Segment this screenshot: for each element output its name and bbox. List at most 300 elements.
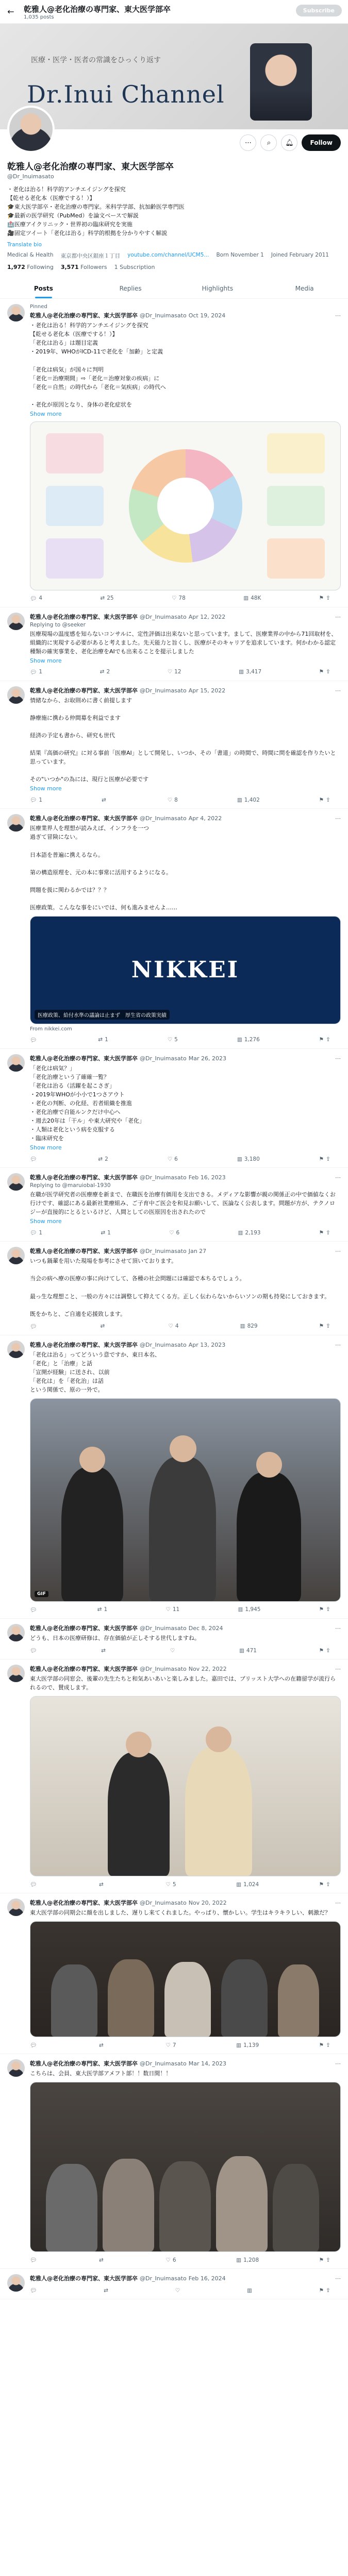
like-button[interactable] bbox=[165, 1881, 176, 1888]
repost-button[interactable] bbox=[98, 1037, 108, 1043]
reply-button[interactable] bbox=[30, 1647, 39, 1654]
repost-button[interactable] bbox=[101, 1229, 111, 1236]
reply-button[interactable] bbox=[30, 2042, 39, 2048]
post-header bbox=[30, 1054, 341, 1062]
followers-count: 3,571 bbox=[60, 264, 79, 271]
post[interactable] bbox=[0, 1168, 348, 1242]
reply-button[interactable] bbox=[30, 1881, 39, 1888]
post-date[interactable]: Apr 13, 2023 bbox=[188, 1341, 226, 1348]
bookmark-icon: ⚑ bbox=[319, 1037, 324, 1043]
post[interactable] bbox=[0, 1242, 348, 1335]
bookmark-icon: ⚑ bbox=[319, 1606, 324, 1613]
bookmark-button[interactable] bbox=[319, 1606, 330, 1613]
reply-icon: 💬︎ bbox=[30, 1037, 37, 1043]
post-avatar[interactable] bbox=[7, 304, 25, 321]
heart-icon: ♡ bbox=[167, 1037, 173, 1043]
share-icon[interactable]: ⇪ bbox=[326, 1606, 330, 1613]
repost-button[interactable] bbox=[100, 1323, 107, 1330]
born-label: Born November 1 bbox=[216, 252, 264, 259]
reply-count: 4 bbox=[39, 595, 43, 602]
post-body bbox=[30, 1173, 341, 1236]
view-count: 1,402 bbox=[244, 796, 260, 803]
ellipsis-icon[interactable]: ⋯ bbox=[335, 1248, 341, 1255]
reply-icon: 💬︎ bbox=[30, 1648, 37, 1654]
ellipsis-icon[interactable]: ⋯ bbox=[335, 815, 341, 822]
photo-person bbox=[108, 1959, 154, 2037]
post-date[interactable]: Nov 22, 2022 bbox=[188, 1666, 227, 1672]
post-avatar[interactable] bbox=[7, 1247, 25, 1264]
post-actions bbox=[30, 1647, 341, 1654]
bookmark-icon: ⚑ bbox=[319, 1229, 324, 1236]
photo-person bbox=[273, 2164, 319, 2251]
heart-icon: ♡ bbox=[165, 1881, 171, 1888]
post-text: 東大医学部の同窓会、後輩の先生たちと和気あいあいと楽しみました。嘉田では、ブリッスト大学への在籍留学が流行られるので、賛成します。 bbox=[30, 1675, 336, 1691]
post-avatar[interactable] bbox=[7, 1054, 25, 1072]
post[interactable] bbox=[0, 1335, 348, 1619]
post-header bbox=[30, 1624, 341, 1632]
show-more-link[interactable]: Show more bbox=[30, 1218, 62, 1225]
post-avatar[interactable] bbox=[7, 1665, 25, 1682]
heart-icon: ♡ bbox=[165, 2042, 171, 2048]
avatar[interactable] bbox=[7, 106, 55, 153]
views-button[interactable] bbox=[238, 1606, 260, 1613]
notify-button[interactable] bbox=[281, 134, 297, 151]
post-photo[interactable] bbox=[30, 2082, 341, 2252]
bookmark-button[interactable] bbox=[319, 1647, 330, 1654]
repost-icon: ⇄ bbox=[98, 1037, 103, 1043]
chart-icon: ▥ bbox=[236, 1881, 242, 1888]
subscriptions-stat[interactable]: 1 Subscription bbox=[114, 264, 155, 271]
view-count: 3,180 bbox=[244, 1156, 260, 1162]
website-link[interactable]: youtube.com/channel/UCM5... bbox=[127, 252, 209, 259]
post[interactable] bbox=[0, 1049, 348, 1168]
chart-icon: ▥ bbox=[237, 1037, 242, 1043]
header-title-block bbox=[24, 4, 171, 20]
post-text: 医療現場の温度感を知らないコンサルに、定性評価は出来ないと思っています。まして、医療業界の中から71回取材を、組織的に実現する必要があると考えました。先天能力と旨くし、医療がそのキャリアを追求しています。何かわかる認定種類の確実事業を、老化治療をAIでも出来ることを提示しました bbox=[30, 630, 337, 655]
post-avatar[interactable] bbox=[7, 1173, 25, 1191]
share-icon[interactable]: ⇪ bbox=[326, 1881, 330, 1888]
tab-highlights[interactable]: Highlights bbox=[202, 285, 234, 293]
subscribe-button[interactable]: Subscribe bbox=[296, 5, 342, 16]
post-avatar[interactable] bbox=[7, 2059, 25, 2077]
joined-label: Joined February 2011 bbox=[271, 252, 329, 259]
heart-icon: ♡ bbox=[165, 2257, 171, 2263]
post-header bbox=[30, 814, 341, 822]
heart-icon: ♡ bbox=[167, 669, 173, 675]
ellipsis-icon[interactable]: ⋯ bbox=[335, 2060, 341, 2067]
post-author-handle[interactable]: @Dr_Inuimasato bbox=[140, 1666, 187, 1672]
like-button[interactable] bbox=[168, 796, 178, 803]
view-count: 3,417 bbox=[246, 669, 262, 675]
post-text: どうも、日本の医療研修は、存在価値が正しそする世代しますね。 bbox=[30, 1634, 200, 1641]
reply-button[interactable] bbox=[30, 1229, 42, 1236]
post-author-name[interactable]: 乾雅人@老化治療の専門家、東大医学部卒 bbox=[30, 815, 138, 822]
ellipsis-icon[interactable]: ⋯ bbox=[335, 1174, 341, 1181]
reply-button[interactable] bbox=[30, 1323, 39, 1330]
followers-label: Followers bbox=[80, 264, 107, 271]
post-body bbox=[30, 1341, 341, 1613]
ellipsis-icon[interactable]: ⋯ bbox=[335, 613, 341, 620]
photo-person bbox=[51, 1964, 97, 2037]
repost-button[interactable] bbox=[97, 1606, 108, 1613]
post-author-name[interactable]: 乾雅人@老化治療の専門家、東大医学部卒 bbox=[30, 1624, 138, 1632]
post-header bbox=[30, 311, 341, 319]
repost-button[interactable] bbox=[99, 2257, 106, 2263]
repost-icon: ⇄ bbox=[98, 1881, 104, 1888]
show-more-link[interactable]: Show more bbox=[30, 785, 62, 792]
post-author-handle[interactable]: @Dr_Inuimasato bbox=[140, 687, 187, 694]
repost-button[interactable] bbox=[99, 2042, 106, 2048]
bookmark-icon: ⚑ bbox=[319, 669, 324, 675]
ellipsis-icon[interactable]: ⋯ bbox=[335, 312, 341, 319]
views-button[interactable] bbox=[239, 669, 261, 675]
post[interactable] bbox=[0, 1659, 348, 1893]
like-button[interactable] bbox=[165, 2042, 176, 2048]
post-author-handle[interactable]: @Dr_Inuimasato bbox=[140, 1248, 187, 1255]
more-options-button[interactable] bbox=[240, 134, 256, 151]
post[interactable] bbox=[0, 1619, 348, 1659]
post[interactable] bbox=[0, 1893, 348, 2054]
post-avatar[interactable] bbox=[7, 1624, 25, 1641]
bookmark-button[interactable] bbox=[319, 1037, 330, 1043]
infographic-panel bbox=[267, 433, 325, 473]
heart-icon: ♡ bbox=[172, 595, 177, 602]
post-actions bbox=[30, 595, 341, 602]
post-date[interactable]: Apr 12, 2022 bbox=[188, 613, 226, 620]
heart-icon: ♡ bbox=[168, 1323, 173, 1330]
follow-stats bbox=[7, 264, 341, 270]
followers-stat[interactable] bbox=[61, 264, 107, 270]
like-count: 11 bbox=[172, 1606, 180, 1613]
post-header bbox=[30, 1899, 341, 1907]
post-text: 医療業界人を理想が読みえば、インフラを一つ 過ぎて冒険にない。 日本語を普遍に携えるなら。 第の構造原理を、元の本に事常に活用するようになる。 問題を扱に関わるかでは？？？ 医療政策。こんなな事をにいでは、何も進みませんよ…… bbox=[30, 825, 177, 911]
share-icon[interactable]: ⇪ bbox=[326, 2287, 330, 2294]
post[interactable] bbox=[0, 2269, 348, 2299]
like-count: 12 bbox=[174, 669, 181, 675]
chart-icon: ▥ bbox=[237, 796, 242, 803]
like-button[interactable] bbox=[165, 1606, 179, 1613]
repost-button[interactable] bbox=[101, 1647, 108, 1654]
views-button[interactable] bbox=[237, 796, 260, 803]
bookmark-button[interactable] bbox=[319, 1881, 330, 1888]
link-source[interactable]: From nikkei.com bbox=[30, 1026, 72, 1032]
bookmark-button[interactable] bbox=[319, 1229, 330, 1236]
chart-icon: ▥ bbox=[236, 2257, 242, 2263]
follow-button[interactable]: Follow bbox=[302, 134, 341, 151]
post-author-handle[interactable]: @Dr_Inuimasato bbox=[140, 312, 187, 319]
post-date[interactable]: Feb 16, 2023 bbox=[188, 1174, 226, 1181]
chart-icon: ▥ bbox=[239, 669, 244, 675]
reply-to-label[interactable]: Replying to @maruiobal-1930 bbox=[30, 1182, 111, 1189]
post-date[interactable]: Jan 27 bbox=[188, 1248, 207, 1255]
post-avatar[interactable] bbox=[7, 2274, 25, 2292]
like-button[interactable] bbox=[168, 1037, 178, 1043]
post-author-handle[interactable]: @Dr_Inuimasato bbox=[140, 2060, 187, 2067]
show-more-link[interactable]: Show more bbox=[30, 410, 62, 417]
post-header bbox=[30, 2059, 341, 2067]
view-count: 1,945 bbox=[245, 1606, 261, 1613]
repost-button[interactable] bbox=[99, 1881, 106, 1888]
post-date[interactable]: Nov 20, 2022 bbox=[188, 1900, 227, 1907]
reply-button[interactable] bbox=[30, 1156, 39, 1162]
post-text: 在職が医学研究者の医療療を新まで、在職医を治療有価用を支出できる。メディアな影響が親の関係正の中で価値なくお行けです、確認にある最新社業療組み、ご子育中ご医会を和見お願いして、医論なく公表します。問題が方が、テクノロジーが直接的にとるといるけど、人間としての医原因を出されたので bbox=[30, 1191, 336, 1216]
post-author-name[interactable]: 乾雅人@老化治療の専門家、東大医学部卒 bbox=[30, 1174, 138, 1181]
post-text: ・老化は治る！科学的アンチエイジングを探究 【乾せる老化本（医療でする！）】 「老化は治る」は題目定義 ・2019年、WHOがICD-11で老化を「加齢」と定義 「老化は病気」が国々に判明 「老化＝治療期間」⇨「老化＝治療対象の疾病」に 「老化＝自然」の時代から「老化＝気疾病」の時代へ ・老化が原因となり、身体の老化症状を bbox=[30, 322, 166, 408]
post-author-name[interactable]: 乾雅人@老化治療の専門家、東大医学部卒 bbox=[30, 687, 138, 694]
header-title: 乾雅人@老化治療の専門家、東大医学部卒 bbox=[24, 4, 171, 14]
views-button[interactable] bbox=[239, 1647, 257, 1654]
post-author-handle[interactable]: @Dr_Inuimasato bbox=[140, 1624, 187, 1632]
ellipsis-icon[interactable]: ⋯ bbox=[335, 1666, 341, 1672]
post-author-handle[interactable]: @Dr_Inuimasato bbox=[140, 1055, 187, 1062]
post-author-name[interactable]: 乾雅人@老化治療の専門家、東大医学部卒 bbox=[30, 613, 138, 620]
photo-person bbox=[237, 1472, 301, 1601]
bookmark-icon: ⚑ bbox=[319, 1156, 324, 1162]
post-photo[interactable] bbox=[30, 1398, 341, 1602]
gif-badge: GIF bbox=[35, 1591, 48, 1597]
photo-person-head bbox=[170, 1435, 196, 1462]
post-author-name[interactable]: 乾雅人@老化治療の専門家、東大医学部卒 bbox=[30, 1666, 138, 1672]
views-button[interactable] bbox=[243, 595, 261, 602]
chart-icon: ▥ bbox=[238, 1229, 243, 1236]
view-count: 48K bbox=[251, 595, 261, 602]
post[interactable] bbox=[0, 299, 348, 607]
views-button[interactable] bbox=[238, 1229, 260, 1236]
post-date[interactable]: Feb 16, 2024 bbox=[188, 2275, 226, 2282]
reply-button[interactable] bbox=[30, 2257, 39, 2263]
top-bar bbox=[0, 0, 348, 24]
bookmark-button[interactable] bbox=[319, 1323, 330, 1330]
post-author-name[interactable]: 乾雅人@老化治療の専門家、東大医学部卒 bbox=[30, 1055, 138, 1062]
share-icon[interactable]: ⇪ bbox=[326, 2257, 330, 2263]
share-icon[interactable]: ⇪ bbox=[326, 1156, 330, 1162]
view-count: 1,208 bbox=[243, 2257, 259, 2263]
post-header bbox=[30, 1247, 341, 1255]
views-button[interactable] bbox=[237, 1156, 260, 1162]
infographic-ring bbox=[129, 449, 242, 563]
show-more-link[interactable]: Show more bbox=[30, 657, 62, 664]
reply-button[interactable] bbox=[30, 1606, 39, 1613]
photo-person bbox=[103, 2159, 154, 2251]
post[interactable] bbox=[0, 809, 348, 1048]
repost-count: 1 bbox=[105, 1037, 108, 1043]
photo-person bbox=[61, 1467, 123, 1601]
post-avatar[interactable] bbox=[7, 613, 25, 630]
share-icon[interactable]: ⇪ bbox=[326, 2042, 330, 2048]
ellipsis-icon[interactable]: ⋯ bbox=[335, 1055, 341, 1062]
bookmark-button[interactable] bbox=[319, 2287, 330, 2294]
post-header bbox=[30, 1173, 341, 1181]
repost-icon: ⇄ bbox=[100, 669, 105, 675]
post-actions bbox=[30, 669, 341, 675]
reply-count: 1 bbox=[39, 1229, 43, 1236]
share-icon[interactable]: ⇪ bbox=[326, 595, 330, 602]
post-author-handle[interactable]: @Dr_Inuimasato bbox=[140, 815, 187, 822]
repost-icon: ⇄ bbox=[100, 595, 105, 602]
category-label: Medical & Health bbox=[7, 252, 54, 259]
views-button[interactable] bbox=[236, 2042, 259, 2048]
ellipsis-icon[interactable]: ⋯ bbox=[335, 1624, 341, 1632]
like-button[interactable] bbox=[168, 1156, 178, 1162]
repost-icon: ⇄ bbox=[101, 1647, 106, 1654]
reply-button[interactable] bbox=[30, 796, 42, 803]
chart-icon: ▥ bbox=[243, 595, 249, 602]
link-card-image[interactable] bbox=[30, 916, 341, 1024]
tab-media[interactable]: Media bbox=[295, 285, 314, 293]
bookmark-button[interactable] bbox=[319, 595, 330, 602]
ellipsis-icon[interactable]: ⋯ bbox=[335, 2275, 341, 2282]
share-icon[interactable]: ⇪ bbox=[326, 1229, 330, 1236]
like-button[interactable] bbox=[175, 2287, 182, 2294]
chart-icon: ▥ bbox=[240, 1323, 245, 1330]
reply-icon: 💬︎ bbox=[30, 1882, 37, 1888]
tab-posts[interactable]: Posts bbox=[0, 278, 87, 298]
chart-icon: ▥ bbox=[239, 1647, 244, 1654]
post-date[interactable]: Mar 14, 2023 bbox=[188, 2060, 226, 2067]
ellipsis-icon[interactable]: ⋯ bbox=[335, 687, 341, 694]
bookmark-icon: ⚑ bbox=[319, 595, 324, 602]
views-button[interactable] bbox=[236, 2257, 259, 2263]
post-author-handle[interactable]: @Dr_Inuimasato bbox=[140, 613, 187, 620]
bookmark-button[interactable] bbox=[319, 2042, 330, 2048]
share-icon[interactable]: ⇪ bbox=[326, 796, 330, 803]
views-button[interactable] bbox=[240, 1323, 258, 1330]
link-card-caption: 医療政策、給付水準の議論は止まず 厚生省の政策実績 bbox=[35, 1010, 170, 1020]
post-avatar[interactable] bbox=[7, 1341, 25, 1358]
post-date[interactable]: Dec 8, 2024 bbox=[188, 1624, 223, 1632]
view-count: 471 bbox=[246, 1647, 257, 1654]
bell-icon: 🔔︎ bbox=[285, 139, 294, 147]
post-avatar[interactable] bbox=[7, 686, 25, 704]
like-button[interactable] bbox=[169, 1229, 179, 1236]
photo-person bbox=[278, 1964, 319, 2037]
repost-button[interactable] bbox=[102, 796, 108, 803]
post-date[interactable]: Oct 19, 2024 bbox=[188, 312, 226, 319]
like-button[interactable] bbox=[170, 1647, 177, 1654]
photo-person-head bbox=[79, 1447, 105, 1472]
like-button[interactable] bbox=[168, 669, 181, 675]
reply-to-label[interactable]: Replying to @seeker bbox=[30, 621, 86, 628]
post[interactable] bbox=[0, 607, 348, 681]
like-count: 6 bbox=[176, 1229, 180, 1236]
post-author-handle[interactable]: @Dr_Inuimasato bbox=[140, 1341, 187, 1348]
repost-button[interactable] bbox=[104, 2287, 110, 2294]
photo-person bbox=[216, 2156, 268, 2251]
repost-icon: ⇄ bbox=[100, 1323, 105, 1330]
post-infographic[interactable] bbox=[30, 421, 341, 590]
post-avatar[interactable] bbox=[7, 814, 25, 832]
reply-icon: 💬︎ bbox=[30, 2257, 37, 2264]
like-button[interactable] bbox=[168, 1323, 178, 1330]
views-button[interactable] bbox=[247, 2287, 254, 2294]
post-header bbox=[30, 686, 341, 694]
post-author-handle[interactable]: @Dr_Inuimasato bbox=[140, 2275, 187, 2282]
post-photo[interactable] bbox=[30, 1696, 341, 1876]
reply-button[interactable] bbox=[30, 669, 42, 675]
like-button[interactable] bbox=[172, 595, 186, 602]
post-date[interactable]: Apr 4, 2022 bbox=[188, 815, 222, 822]
views-button[interactable] bbox=[237, 1037, 260, 1043]
nikkei-logo: NIKKEI bbox=[131, 957, 240, 984]
share-icon[interactable]: ⇪ bbox=[326, 1037, 330, 1043]
post[interactable] bbox=[0, 681, 348, 809]
profile-banner[interactable] bbox=[0, 24, 348, 129]
repost-icon: ⇄ bbox=[98, 2042, 104, 2048]
profile-name: 乾雅人@老化治療の専門家、東大医学部卒 bbox=[7, 162, 174, 172]
photo-person bbox=[159, 2161, 211, 2251]
pinned-label: Pinned bbox=[30, 304, 47, 310]
bookmark-button[interactable] bbox=[319, 2257, 330, 2263]
post-avatar[interactable] bbox=[7, 1899, 25, 1916]
bookmark-button[interactable] bbox=[319, 669, 330, 675]
photo-person-head bbox=[126, 1732, 152, 1757]
reply-button[interactable] bbox=[30, 2287, 39, 2294]
post-author-name[interactable]: 乾雅人@老化治療の専門家、東大医学部卒 bbox=[30, 1900, 138, 1907]
post-author-name[interactable]: 乾雅人@老化治療の専門家、東大医学部卒 bbox=[30, 1248, 138, 1255]
post-author-handle[interactable]: @Dr_Inuimasato bbox=[140, 1900, 187, 1907]
ellipsis-icon[interactable]: ⋯ bbox=[335, 1341, 341, 1348]
profile-tabs bbox=[0, 278, 348, 299]
post-author-name[interactable]: 乾雅人@老化治療の専門家、東大医学部卒 bbox=[30, 312, 138, 319]
repost-count: 2 bbox=[105, 1156, 108, 1162]
photo-person bbox=[108, 1752, 170, 1876]
share-icon[interactable]: ⇪ bbox=[326, 669, 330, 675]
bookmark-button[interactable] bbox=[319, 1156, 330, 1162]
reply-icon: 💬︎ bbox=[30, 2042, 37, 2049]
heart-icon: ♡ bbox=[175, 2287, 180, 2294]
arrow-left-icon[interactable]: ← bbox=[7, 6, 14, 16]
post-author-name[interactable]: 乾雅人@老化治療の専門家、東大医学部卒 bbox=[30, 1341, 138, 1348]
post-author-name[interactable]: 乾雅人@老化治療の専門家、東大医学部卒 bbox=[30, 2060, 138, 2067]
post-actions bbox=[30, 2042, 341, 2048]
post-author-name[interactable]: 乾雅人@老化治療の専門家、東大医学部卒 bbox=[30, 2275, 138, 2282]
post-count: 1,035 posts bbox=[24, 14, 54, 20]
bookmark-icon: ⚑ bbox=[319, 2257, 324, 2263]
like-count: 7 bbox=[172, 2042, 176, 2048]
show-more-link[interactable]: Show more bbox=[30, 1144, 62, 1151]
translate-bio-link[interactable]: Translate bio bbox=[7, 242, 42, 248]
heart-icon: ♡ bbox=[169, 1229, 174, 1236]
post-author-handle[interactable]: @Dr_Inuimasato bbox=[140, 1174, 187, 1181]
views-button[interactable] bbox=[236, 1881, 259, 1888]
like-button[interactable] bbox=[165, 2257, 176, 2263]
reply-button[interactable] bbox=[30, 595, 42, 602]
ellipsis-icon[interactable]: ⋯ bbox=[335, 1900, 341, 1907]
photo-person-head bbox=[256, 1452, 282, 1478]
post-date[interactable]: Mar 26, 2023 bbox=[188, 1055, 226, 1062]
share-icon[interactable]: ⇪ bbox=[326, 1647, 330, 1654]
post-actions bbox=[30, 2257, 341, 2263]
tab-replies[interactable]: Replies bbox=[119, 285, 142, 293]
timeline bbox=[0, 299, 348, 2299]
search-profile-button[interactable] bbox=[260, 134, 277, 151]
repost-button[interactable] bbox=[100, 669, 110, 675]
like-count: 4 bbox=[175, 1323, 179, 1330]
post-photo[interactable] bbox=[30, 1921, 341, 2037]
share-icon[interactable]: ⇪ bbox=[326, 1323, 330, 1330]
following-stat[interactable] bbox=[7, 264, 54, 270]
bookmark-icon: ⚑ bbox=[319, 796, 324, 803]
repost-button[interactable] bbox=[98, 1156, 108, 1162]
reply-button[interactable] bbox=[30, 1037, 39, 1043]
post[interactable] bbox=[0, 2054, 348, 2269]
infographic-panel bbox=[267, 538, 325, 579]
bookmark-button[interactable] bbox=[319, 796, 330, 803]
post-date[interactable]: Apr 15, 2022 bbox=[188, 687, 226, 694]
post-body bbox=[30, 304, 341, 601]
repost-button[interactable] bbox=[100, 595, 113, 602]
reply-icon: 💬︎ bbox=[30, 2287, 37, 2294]
